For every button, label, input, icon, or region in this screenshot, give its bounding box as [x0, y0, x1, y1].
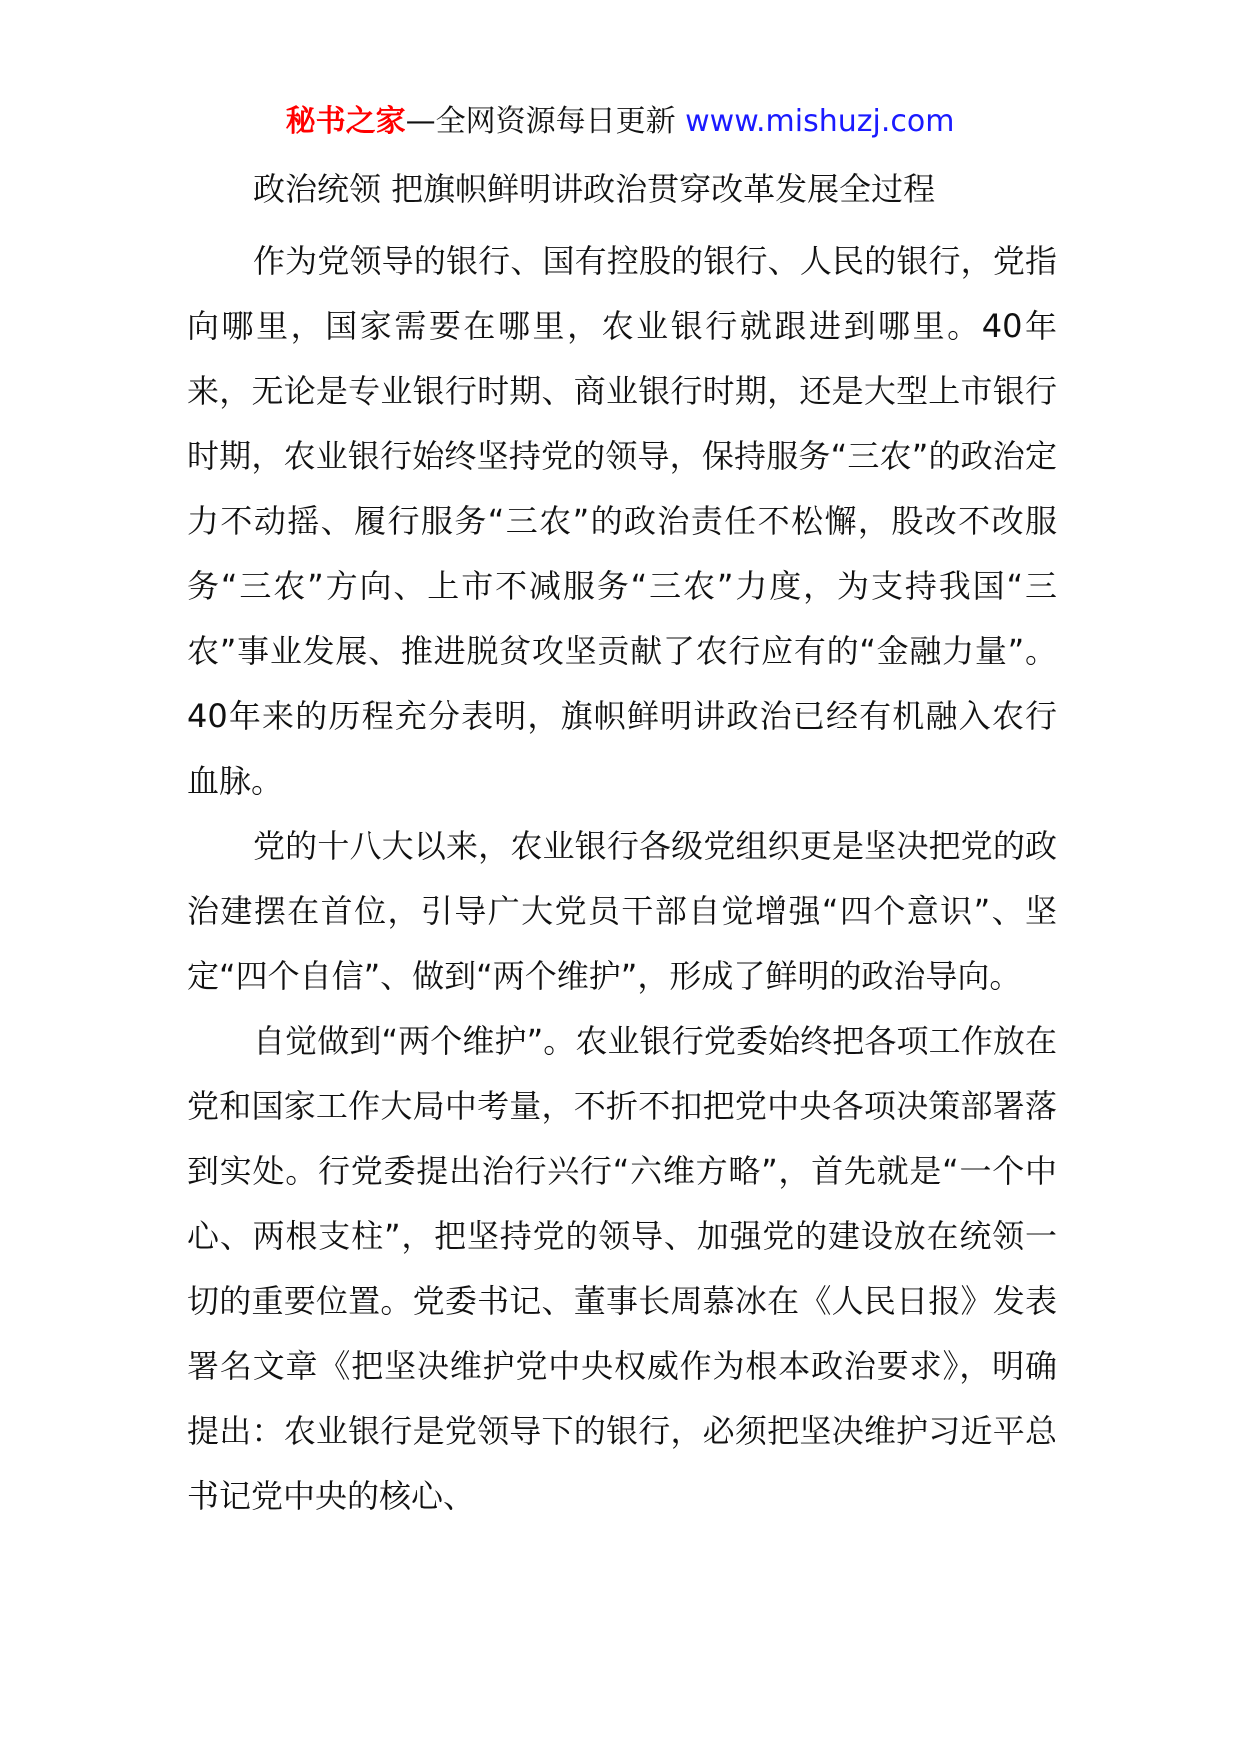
site-tagline: —全网资源每日更新: [405, 104, 676, 139]
site-header: [0, 100, 1240, 144]
paragraph-3: 自觉做到“两个维护”。农业银行党委始终把各项工作放在党和国家工作大局中考量，不折不扣把党中央各项决策部署落到实处。行党委提出治行兴行“六维方略”，首先就是“一个中心、两根支柱”，把坚持党的领导、加强党的建设放在统领一切的重要位置。党委书记、董事长周慕冰在《人民日报》发表署名文章《把坚决维护党中央权威作为根本政治要求》，明确提出：农业银行是党领导下的银行，必须把坚决维护习近平总书记党中央的核心、: [187, 1022, 1057, 1515]
site-url-link[interactable]: www.mishuzj.com: [685, 104, 955, 139]
paragraph-1: 作为党领导的银行、国有控股的银行、人民的银行，党指向哪里，国家需要在哪里，农业银行就跟进到哪里。40年来，无论是专业银行时期、商业银行时期，还是大型上市银行时期，农业银行始终坚持党的领导，保持服务“三农”的政治定力不动摇、履行服务“三农”的政治责任不松懈，股改不改服务“三农”方向、上市不减服务“三农”力度，为支持我国“三农”事业发展、推进脱贫攻坚贡献了农行应有的“金融力量”。40年来的历程充分表明，旗帜鲜明讲政治已经有机融入农行血脉。: [187, 242, 1057, 800]
paragraph-2: 党的十八大以来，农业银行各级党组织更是坚决把党的政治建摆在首位，引导广大党员干部自觉增强“四个意识”、坚定“四个自信”、做到“两个维护”，形成了鲜明的政治导向。: [187, 827, 1057, 995]
document-body: [187, 229, 1057, 1529]
site-brand: 秘书之家: [285, 104, 406, 139]
document-title: 政治统领 把旗帜鲜明讲政治贯穿改革发展全过程: [253, 170, 936, 208]
